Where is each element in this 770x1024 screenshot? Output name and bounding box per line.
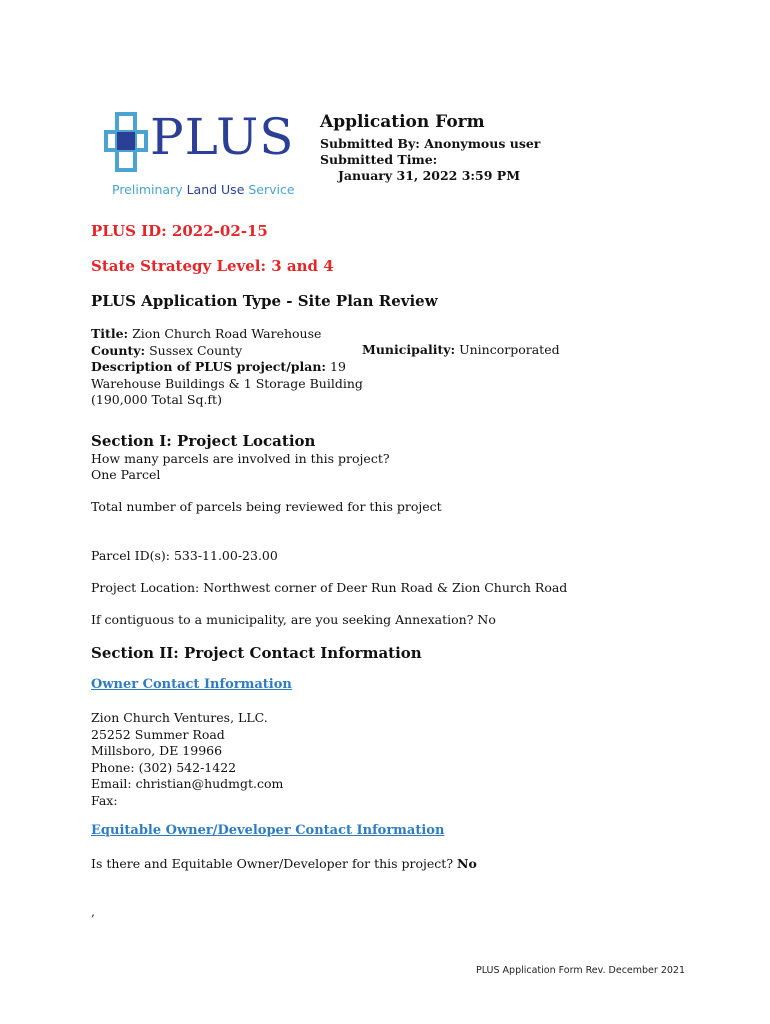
- page-footer: PLUS Application Form Rev. December 2021: [476, 965, 686, 976]
- submitted-time-value: January 31, 2022 3:59 PM: [338, 168, 521, 183]
- equitable-question: Is there and Equitable Owner/Developer for this project?: [91, 856, 454, 871]
- logo-tagline-mid: Land Use: [186, 182, 245, 197]
- submitted-by: Submitted By: Anonymous user: [320, 136, 541, 151]
- application-type: PLUS Application Type - Site Plan Review: [91, 292, 438, 310]
- equitable-owner-link[interactable]: Equitable Owner/Developer Contact Information: [91, 823, 445, 838]
- description-label: Description of PLUS project/plan:: [91, 359, 327, 374]
- state-strategy-level: State Strategy Level: 3 and 4: [91, 257, 334, 275]
- owner-line: Zion Church Ventures, LLC.: [91, 710, 268, 725]
- county-value: Sussex County: [149, 342, 243, 358]
- equitable-question-row: [91, 856, 477, 873]
- section-1-heading: Section I: Project Location: [91, 432, 316, 450]
- form-title: Application Form: [320, 112, 485, 132]
- municipality-value: Unincorporated: [459, 342, 560, 357]
- owner-line: Millsboro, DE 19966: [91, 743, 223, 758]
- owner-line: Fax:: [91, 792, 118, 808]
- parcel-ids: Parcel ID(s): 533-11.00-23.00: [91, 548, 278, 563]
- parcels-question: How many parcels are involved in this project?: [91, 451, 390, 466]
- equitable-answer: No: [457, 856, 477, 871]
- logo-tagline-right: Service: [248, 182, 295, 197]
- description-value-1: 19: [330, 359, 346, 374]
- owner-contact-link[interactable]: Owner Contact Information: [91, 677, 292, 692]
- owner-line: Email: christian@hudmgt.com: [91, 776, 284, 791]
- section-2-heading: Section II: Project Contact Information: [91, 644, 422, 662]
- project-title-label: Title:: [91, 326, 129, 341]
- plus-logo: [104, 110, 304, 200]
- annexation: If contiguous to a municipality, are you seeking Annexation? No: [91, 612, 496, 627]
- project-details: [91, 326, 371, 409]
- parcels-answer: One Parcel: [91, 467, 161, 482]
- county-row: [91, 343, 371, 360]
- description-value-2: Warehouse Buildings & 1 Storage Building: [91, 375, 363, 391]
- owner-line: Phone: (302) 542-1422: [91, 759, 237, 775]
- cross-logo-icon: [104, 112, 150, 172]
- logo-tagline-left: Preliminary: [112, 182, 183, 197]
- plus-id: PLUS ID: 2022-02-15: [91, 222, 268, 240]
- county-label: County:: [91, 342, 146, 358]
- logo-wordmark: PLUS: [150, 108, 295, 166]
- municipality-label: Municipality:: [362, 342, 456, 357]
- description-value-3: (190,000 Total Sq.ft): [91, 392, 222, 407]
- stray-mark: ,: [91, 904, 95, 919]
- owner-line: 25252 Summer Road: [91, 726, 225, 742]
- project-title-value: Zion Church Road Warehouse: [132, 326, 322, 341]
- total-parcels-text: Total number of parcels being reviewed for this project: [91, 499, 442, 514]
- project-title-row: [91, 326, 371, 343]
- municipality-row: [362, 342, 560, 359]
- owner-contact-block: [91, 710, 283, 809]
- submitted-time-label: Submitted Time:: [320, 152, 438, 167]
- project-location: Project Location: Northwest corner of Deer Run Road & Zion Church Road: [91, 580, 568, 595]
- logo-tagline: [112, 182, 295, 197]
- description-row: [91, 359, 371, 376]
